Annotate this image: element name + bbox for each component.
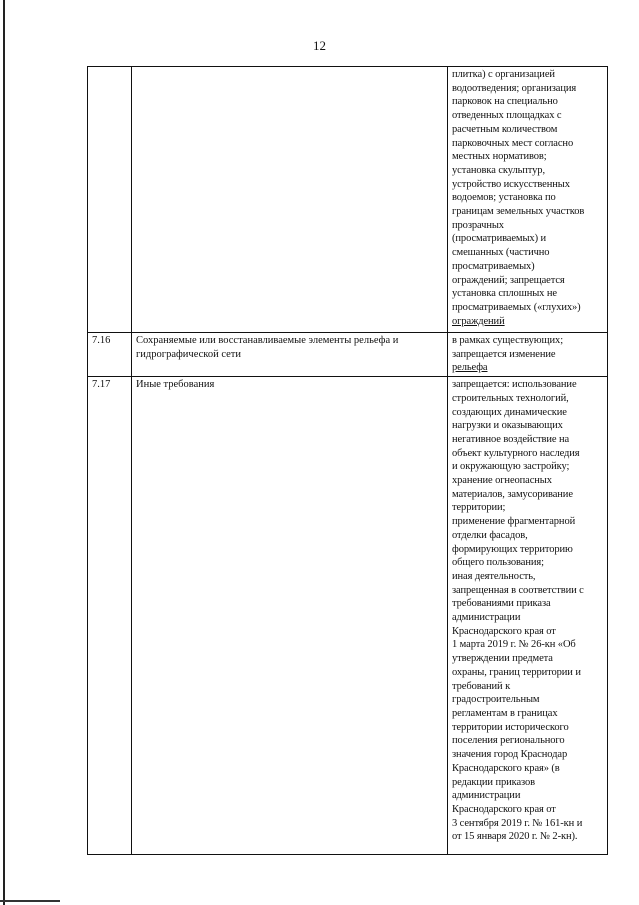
- table-row: [88, 67, 608, 333]
- requirement-line: градостроительным: [452, 694, 540, 706]
- requirement-line: материалов, замусоривание: [452, 488, 573, 500]
- requirement-line: применение фрагментарной: [452, 516, 576, 528]
- requirement-line: значения город Краснодар: [452, 749, 568, 761]
- requirement-line: объект культурного наследия: [452, 447, 580, 459]
- row-requirement-cell: [448, 67, 608, 333]
- row-name-cell: Сохраняемые или восстанавливаемые элементы рельефа и гидрографической сети: [132, 333, 448, 377]
- page-number: 12: [313, 38, 326, 53]
- requirement-line: (просматриваемых) и: [452, 233, 547, 245]
- requirement-line: территории;: [452, 502, 506, 514]
- requirement-line: территории исторического: [452, 721, 569, 733]
- row-name-cell: Иные требования: [132, 377, 448, 855]
- table-body: [88, 67, 608, 855]
- requirement-line: требований к: [452, 680, 511, 692]
- requirement-line: строительных технологий,: [452, 392, 569, 404]
- requirement-line: создающих динамические: [452, 406, 567, 418]
- requirement-line: устройство искусственных: [452, 178, 570, 190]
- requirement-line: Краснодарского края от: [452, 625, 556, 637]
- row-name-cell: [132, 67, 448, 333]
- requirement-line: рельефа: [452, 362, 488, 374]
- requirement-line: плитка) с организацией: [452, 69, 555, 80]
- requirement-line: ограждений: [452, 315, 505, 327]
- requirement-line: отведенных площадках с: [452, 110, 562, 122]
- requirement-line: редакции приказов: [452, 776, 536, 788]
- requirement-line: в рамках существующих;: [452, 335, 564, 346]
- requirement-line: 3 сентября 2019 г. № 161-кн и: [452, 817, 583, 829]
- row-requirement-cell: [448, 377, 608, 855]
- requirement-line: Краснодарского края от: [452, 803, 556, 815]
- row-requirement-cell: [448, 333, 608, 377]
- requirements-table: [87, 66, 608, 855]
- requirement-line: прозрачных: [452, 219, 504, 231]
- row-number-cell: 7.16: [88, 333, 132, 377]
- requirement-line: местных нормативов;: [452, 151, 547, 163]
- requirement-line: от 15 января 2020 г. № 2-кн).: [452, 831, 578, 843]
- requirement-line: негативное воздействие на: [452, 433, 570, 445]
- requirement-line: регламентам в границах: [452, 707, 558, 719]
- requirement-line: 1 марта 2019 г. № 26-кн «Об: [452, 639, 576, 651]
- requirement-line: нагрузки и оказывающих: [452, 420, 563, 432]
- requirement-line: администрации: [452, 790, 521, 802]
- scan-edge-bottom: [0, 900, 60, 902]
- requirement-line: поселения регионального: [452, 735, 565, 747]
- row-number-cell: [88, 67, 132, 333]
- requirement-line: утверждении предмета: [452, 653, 553, 665]
- requirement-line: парковочных мест согласно: [452, 137, 574, 149]
- requirement-line: смешанных (частично: [452, 247, 550, 259]
- requirement-line: отделки фасадов,: [452, 529, 528, 541]
- requirement-line: запрещенная в соответствии с: [452, 584, 584, 596]
- table-row: [88, 377, 608, 855]
- requirement-line: просматриваемых («глухих»): [452, 301, 581, 313]
- row-number-cell: 7.17: [88, 377, 132, 855]
- requirement-line: требованиями приказа: [452, 598, 551, 610]
- requirement-line: и окружающую застройку;: [452, 461, 570, 473]
- requirement-line: ограждений; запрещается: [452, 274, 565, 286]
- requirement-line: водоотведения; организация: [452, 82, 577, 94]
- requirement-line: водоемов; установка по: [452, 192, 556, 204]
- requirement-line: общего пользования;: [452, 557, 544, 569]
- requirement-line: иная деятельность,: [452, 570, 536, 582]
- requirement-line: администрации: [452, 612, 521, 624]
- requirement-line: Краснодарского края» (в: [452, 762, 560, 774]
- requirement-line: границам земельных участков: [452, 206, 585, 218]
- table-row: [88, 333, 608, 377]
- requirement-line: формирующих территорию: [452, 543, 573, 555]
- scan-edge-left: [3, 0, 5, 905]
- requirement-line: запрещается изменение: [452, 348, 556, 360]
- requirement-line: просматриваемых): [452, 260, 535, 272]
- requirement-line: охраны, границ территории и: [452, 666, 581, 678]
- requirement-line: расчетным количеством: [452, 123, 558, 135]
- requirement-line: парковок на специально: [452, 96, 558, 108]
- requirement-line: установка сплошных не: [452, 288, 557, 300]
- requirement-line: запрещается: использование: [452, 379, 577, 391]
- requirement-line: хранение огнеопасных: [452, 475, 552, 487]
- requirement-line: установка скульптур,: [452, 164, 545, 176]
